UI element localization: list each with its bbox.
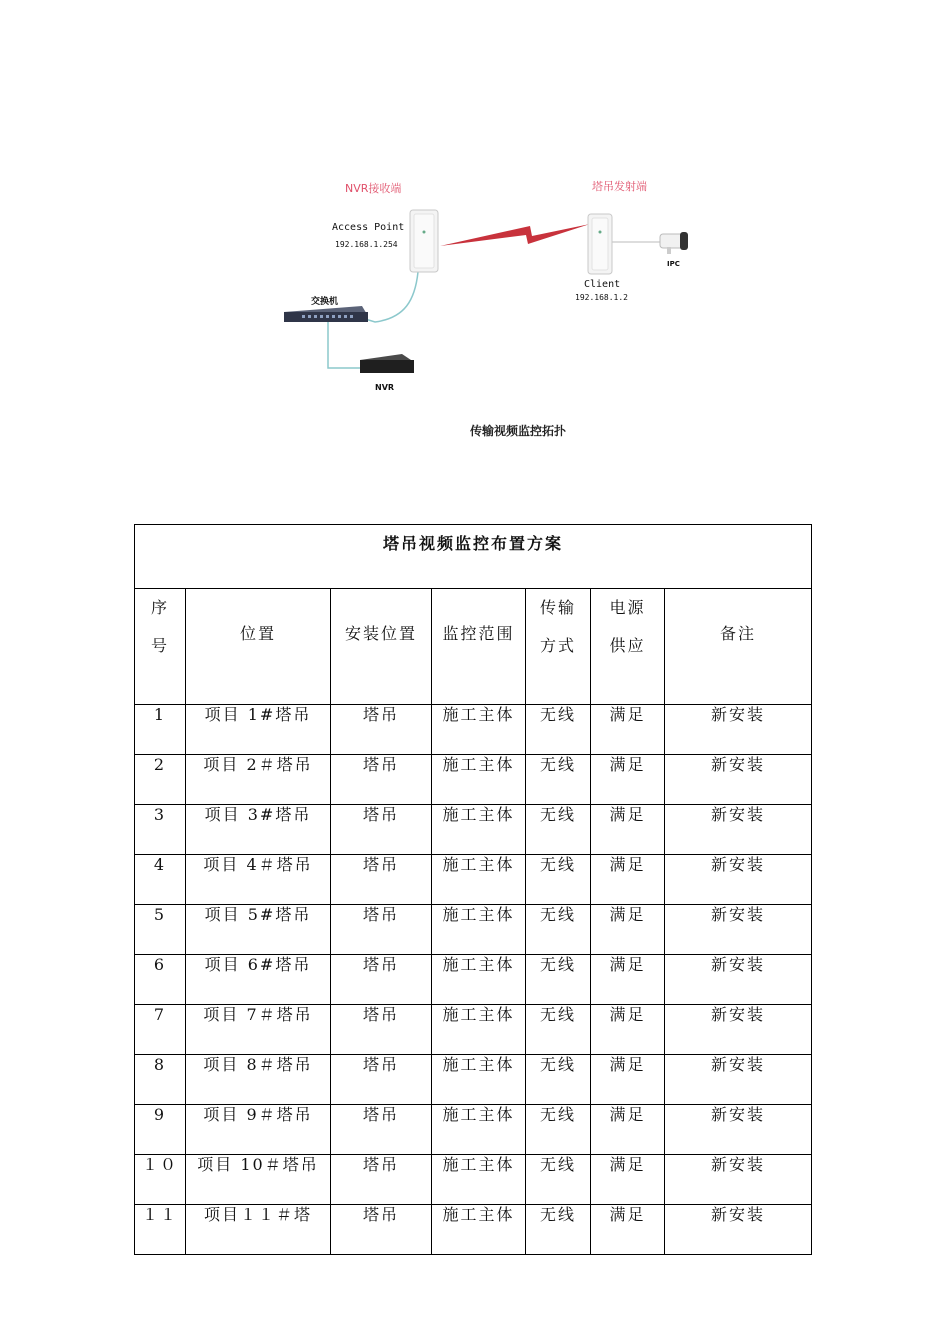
cell-power: 满足 [591,1105,665,1155]
client-device-icon [588,214,612,274]
header-remarks: 备注 [665,589,812,705]
header-transmission [526,589,591,705]
cell-install: 塔吊 [331,1055,432,1105]
cell-seq: 8 [135,1055,186,1105]
cell-power: 满足 [591,855,665,905]
cell-range: 施工主体 [432,705,526,755]
cell-location: 项目１１＃塔 [186,1205,331,1255]
table-title: 塔吊视频监控布置方案 [135,525,812,589]
cell-power: 满足 [591,705,665,755]
cell-power: 满足 [591,1055,665,1105]
cell-range: 施工主体 [432,1005,526,1055]
header-power-line2: 供应 [609,636,646,655]
header-monitor-range: 监控范围 [432,589,526,705]
cell-power: 满足 [591,955,665,1005]
ap-switch-cable [362,272,418,322]
ipc-label: IPC [667,260,680,268]
header-seq-line2: 号 [150,636,169,655]
cell-install: 塔吊 [331,855,432,905]
cell-transmission: 无线 [526,705,591,755]
cell-range: 施工主体 [432,805,526,855]
header-install-location: 安装位置 [331,589,432,705]
cell-seq: 2 [135,755,186,805]
tower-transmitter-label: 塔吊发射端 [592,180,647,193]
wireless-link-bolt [440,224,590,246]
table-row [135,1205,812,1255]
switch-label: 交换机 [311,297,339,307]
cell-install: 塔吊 [331,955,432,1005]
cell-install: 塔吊 [331,755,432,805]
cell-location: 项目 2＃塔吊 [186,755,331,805]
cell-range: 施工主体 [432,905,526,955]
cell-install: 塔吊 [331,1205,432,1255]
cell-install: 塔吊 [331,1005,432,1055]
cell-transmission: 无线 [526,1205,591,1255]
table-row [135,1105,812,1155]
cell-range: 施工主体 [432,955,526,1005]
cell-seq: 1 [135,705,186,755]
header-transmission-line1: 传输 [539,598,576,617]
cell-install: 塔吊 [331,1155,432,1205]
cell-location: 项目 5#塔吊 [186,905,331,955]
table-title-row [135,525,812,589]
ipc-camera-icon [660,232,688,254]
cell-range: 施工主体 [432,855,526,905]
cell-install: 塔吊 [331,705,432,755]
cell-location: 项目 8＃塔吊 [186,1055,331,1105]
access-point-ip: 192.168.1.254 [335,240,398,249]
cell-range: 施工主体 [432,1105,526,1155]
client-name: Client [584,279,621,290]
cell-location: 项目 4＃塔吊 [186,855,331,905]
cell-seq: 4 [135,855,186,905]
cell-transmission: 无线 [526,1105,591,1155]
cell-transmission: 无线 [526,1055,591,1105]
cell-power: 满足 [591,805,665,855]
client-ip: 192.168.1.2 [575,293,628,302]
table-row [135,955,812,1005]
cell-range: 施工主体 [432,755,526,805]
cell-transmission: 无线 [526,955,591,1005]
cell-location: 项目 6#塔吊 [186,955,331,1005]
table-row [135,855,812,905]
cell-remarks: 新安装 [665,855,812,905]
header-power-line1: 电源 [609,598,646,617]
cell-power: 满足 [591,755,665,805]
cell-seq: 7 [135,1005,186,1055]
cell-transmission: 无线 [526,755,591,805]
cell-power: 满足 [591,1155,665,1205]
cell-seq: 3 [135,805,186,855]
cell-location: 项目 3#塔吊 [186,805,331,855]
topology-diagram [0,0,950,470]
monitoring-plan-table [134,524,812,1255]
cell-remarks: 新安装 [665,1105,812,1155]
cell-location: 项目 1#塔吊 [186,705,331,755]
table-row [135,755,812,805]
cell-location: 项目 9＃塔吊 [186,1105,331,1155]
cell-seq: １０ [135,1155,186,1205]
table-row [135,705,812,755]
table-row [135,1005,812,1055]
nvr-receiver-label: NVR接收端 [345,182,402,195]
cell-transmission: 无线 [526,855,591,905]
cell-location: 项目 10＃塔吊 [186,1155,331,1205]
access-point-device-icon [410,210,438,272]
switch-device-icon [284,306,368,322]
cell-seq: 9 [135,1105,186,1155]
cell-range: 施工主体 [432,1155,526,1205]
cell-remarks: 新安装 [665,905,812,955]
cell-power: 满足 [591,1005,665,1055]
cell-seq: １１ [135,1205,186,1255]
cell-install: 塔吊 [331,1105,432,1155]
table-row [135,1155,812,1205]
nvr-device-icon [360,354,414,373]
cell-install: 塔吊 [331,805,432,855]
table-row [135,1055,812,1105]
table-row [135,805,812,855]
switch-nvr-cable [328,322,360,368]
cell-remarks: 新安装 [665,955,812,1005]
cell-location: 项目 7＃塔吊 [186,1005,331,1055]
cell-power: 满足 [591,905,665,955]
header-transmission-line2: 方式 [539,636,576,655]
cell-remarks: 新安装 [665,1155,812,1205]
table-row [135,905,812,955]
cell-range: 施工主体 [432,1055,526,1105]
topology-graphic [0,0,950,470]
nvr-label: NVR [375,383,395,392]
cell-remarks: 新安装 [665,1005,812,1055]
header-seq-line1: 序 [150,598,169,617]
header-location: 位置 [186,589,331,705]
cell-remarks: 新安装 [665,1055,812,1105]
cell-power: 满足 [591,1205,665,1255]
table-header-row [135,589,812,705]
cell-remarks: 新安装 [665,755,812,805]
cell-remarks: 新安装 [665,1205,812,1255]
cell-remarks: 新安装 [665,805,812,855]
cell-transmission: 无线 [526,1005,591,1055]
cell-install: 塔吊 [331,905,432,955]
header-power [591,589,665,705]
cell-seq: 5 [135,905,186,955]
cell-transmission: 无线 [526,905,591,955]
header-seq [135,589,186,705]
cell-seq: 6 [135,955,186,1005]
cell-transmission: 无线 [526,1155,591,1205]
diagram-caption: 传输视频监控拓扑 [470,424,567,438]
cell-transmission: 无线 [526,805,591,855]
cell-remarks: 新安装 [665,705,812,755]
cell-range: 施工主体 [432,1205,526,1255]
access-point-name: Access Point [332,222,405,233]
